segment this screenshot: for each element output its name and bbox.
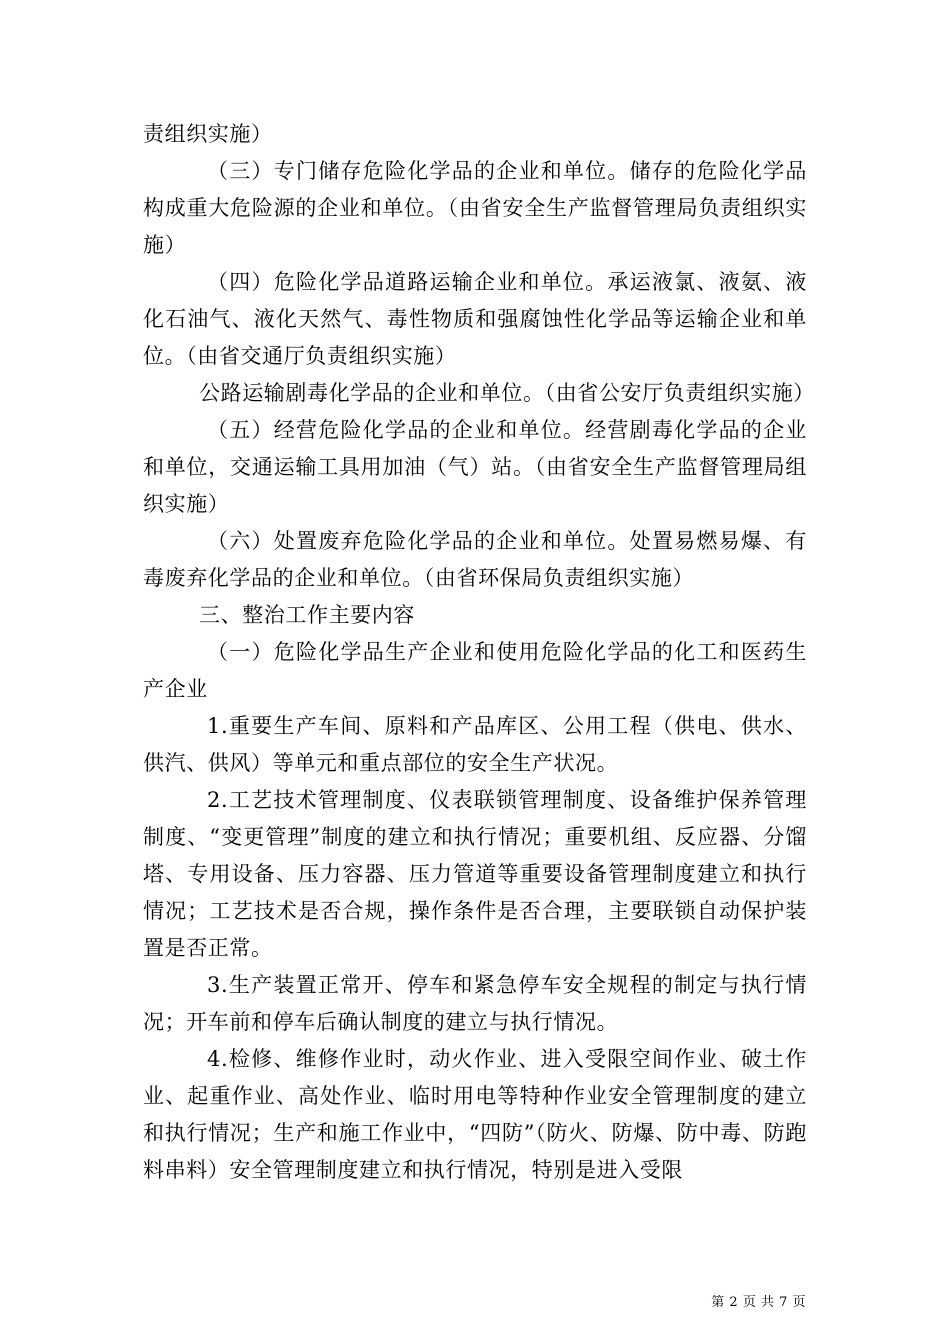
list-item-2: 2.工艺技术管理制度、仪表联锁管理制度、设备维护保养管理制度、“变更管理”制度的建立和执行情况；重要机组、反应器、分馏塔、专用设备、压力容器、压力管道等重要设备管理制度建立和执行情况；工艺技术是否合规，操作条件是否合理，主要联锁自动保护装置是否正常。 — [143, 788, 807, 960]
paragraph-highway-transport: 公路运输剧毒化学品的企业和单位。（由省公安厅负责组织实施） — [199, 381, 815, 405]
list-item-1: 1.重要生产车间、原料和产品库区、公用工程（供电、供水、供汽、供风）等单元和重点部位的安全生产状况。 — [143, 714, 807, 775]
paragraph-item-4: （四）危险化学品道路运输企业和单位。承运液氯、液氨、液化石油气、液化天然气、毒性物质和强腐蚀性化学品等运输企业和单位。（由省交通厅负责组织实施） — [143, 270, 807, 368]
paragraph-item-3: （三）专门储存危险化学品的企业和单位。储存的危险化学品构成重大危险源的企业和单位。（由省安全生产监督管理局负责组织实施） — [143, 159, 807, 257]
section-heading-3: 三、整治工作主要内容 — [199, 603, 415, 627]
paragraph-continuation: 责组织实施） — [143, 122, 273, 146]
page-number-footer: 第 2 页 共 7 页 — [711, 1295, 806, 1310]
subsection-heading-1: （一）危险化学品生产企业和使用危险化学品的化工和医药生产企业 — [143, 640, 807, 701]
paragraph-item-6: （六）处置废弃危险化学品的企业和单位。处置易燃易爆、有毒废弃化学品的企业和单位。（由省环保局负责组织实施） — [143, 529, 807, 590]
list-item-4: 4.检修、维修作业时，动火作业、进入受限空间作业、破土作业、起重作业、高处作业、临时用电等特种作业安全管理制度的建立和执行情况；生产和施工作业中，“四防”（防火、防爆、防中毒、防跑料串料）安全管理制度建立和执行情况，特别是进入受限 — [143, 1047, 807, 1182]
list-item-3: 3.生产装置正常开、停车和紧急停车安全规程的制定与执行情况；开车前和停车后确认制度的建立与执行情况。 — [143, 973, 807, 1034]
paragraph-item-5: （五）经营危险化学品的企业和单位。经营剧毒化学品的企业和单位，交通运输工具用加油（气）站。（由省安全生产监督管理局组织实施） — [143, 418, 807, 516]
document-body — [143, 116, 815, 1189]
